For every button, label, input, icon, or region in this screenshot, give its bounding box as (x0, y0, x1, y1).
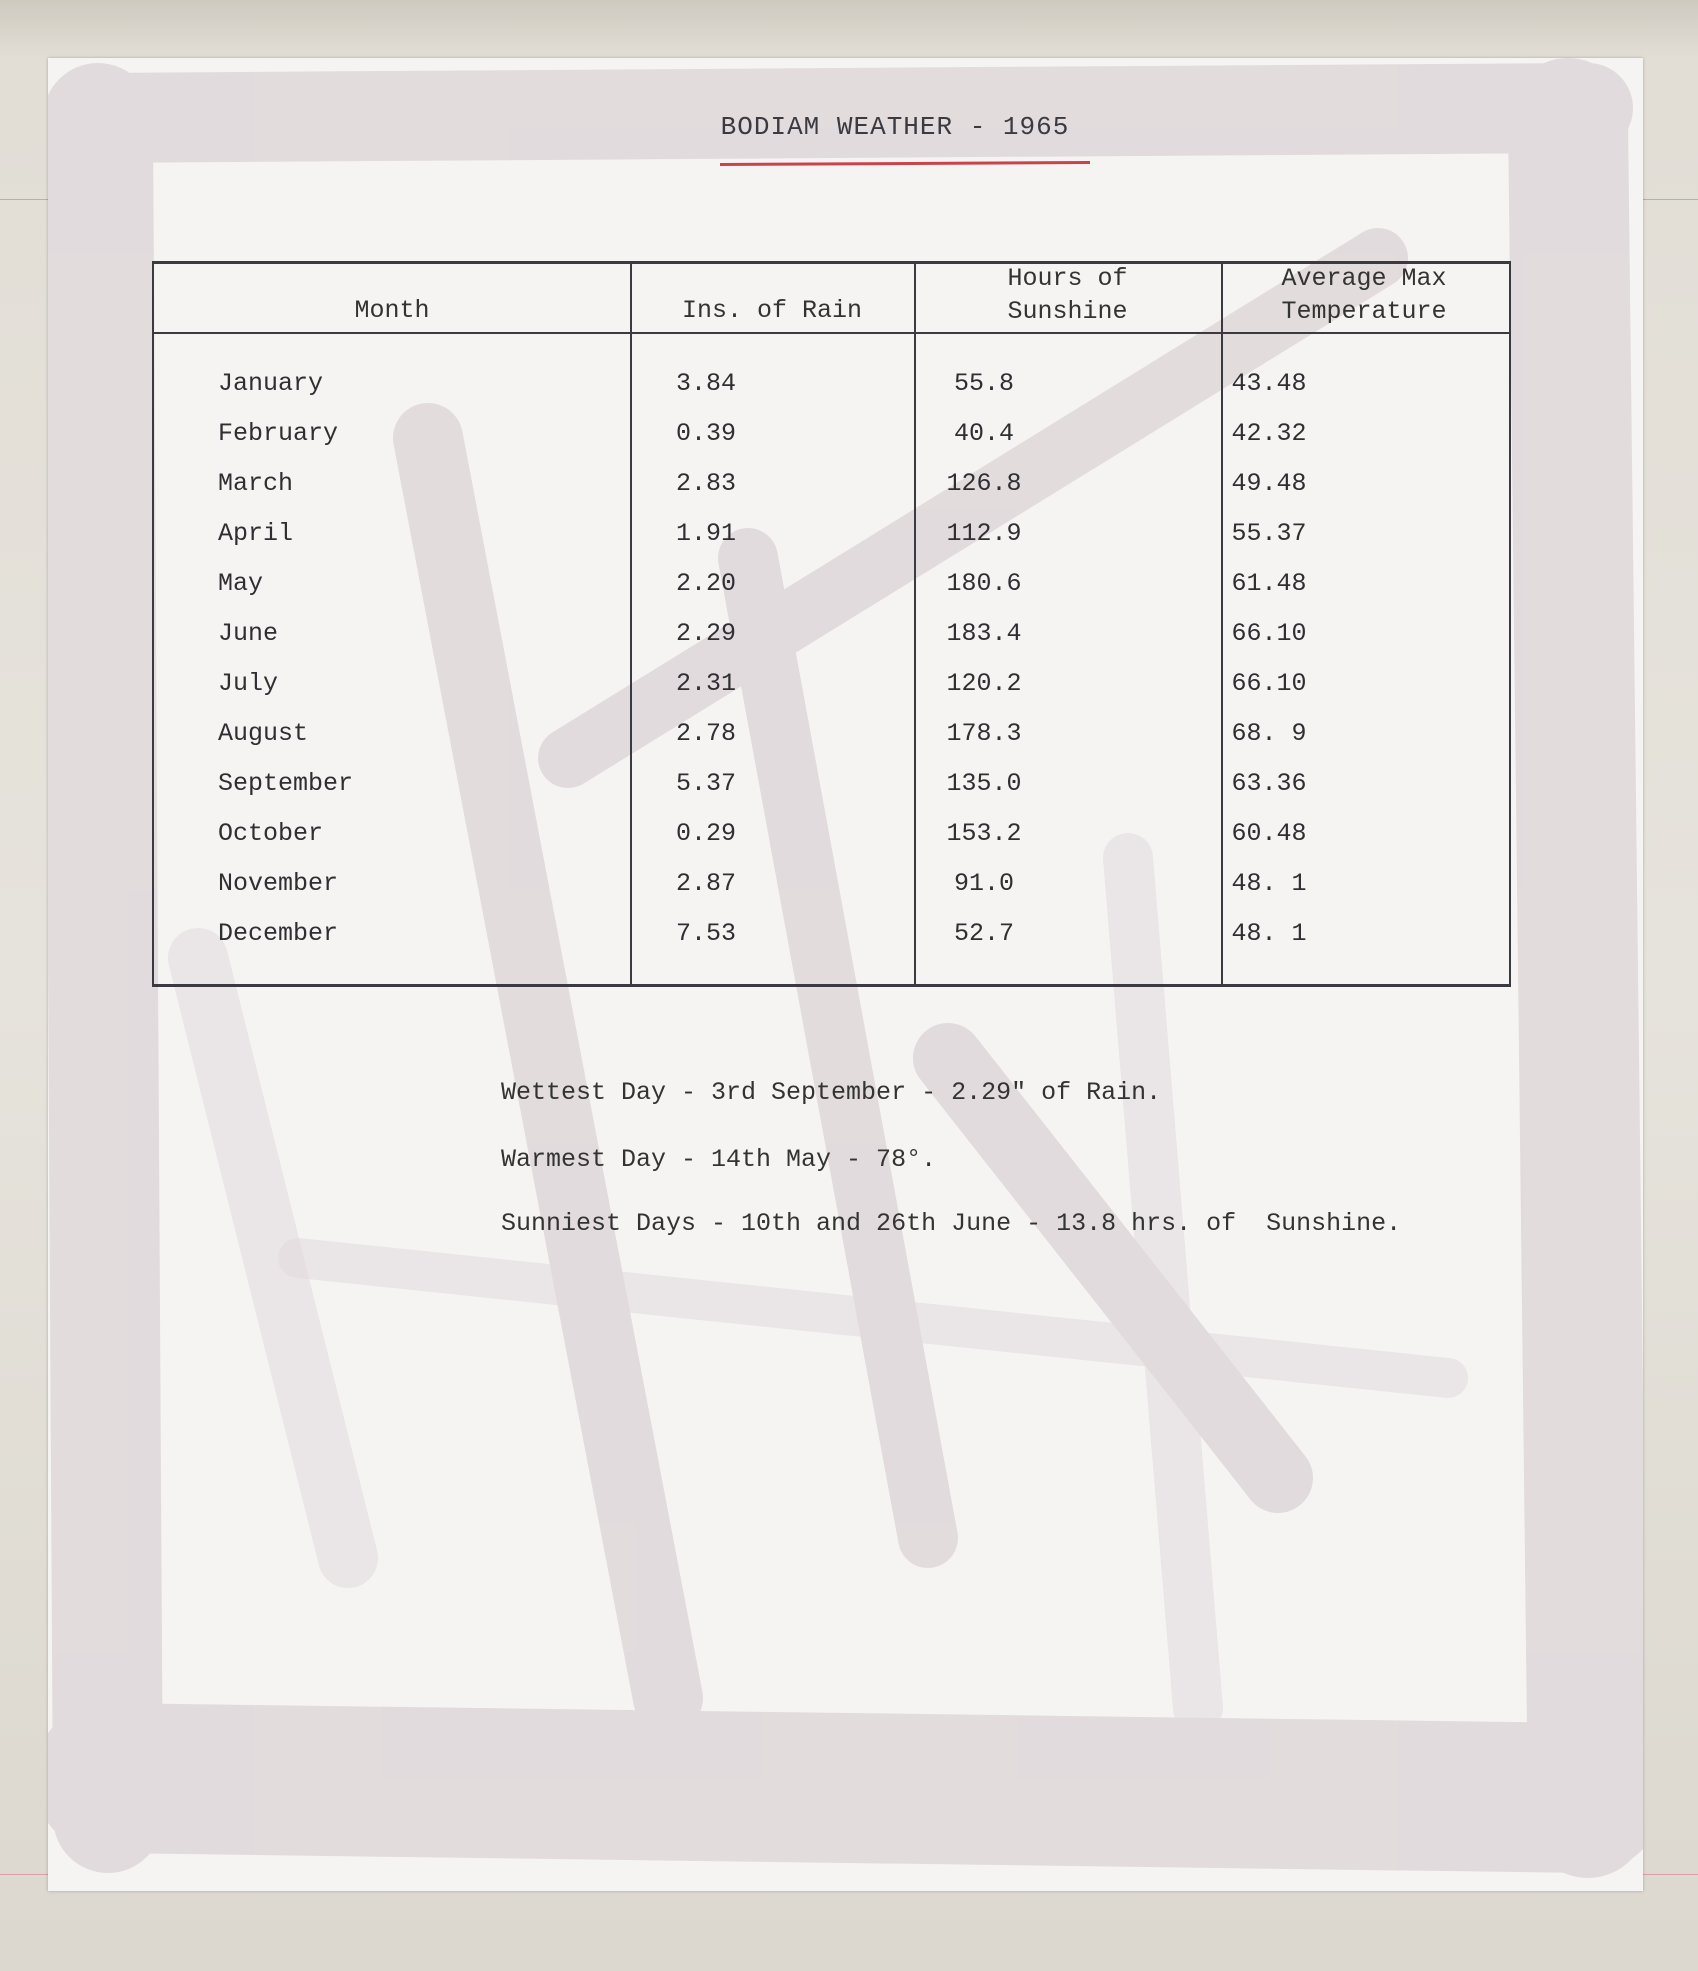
cell-month: June (218, 619, 279, 648)
note-sunniest-days: Sunniest Days - 10th and 26th June - 13.8 hrs. of Sunshine. (501, 1209, 1402, 1238)
cell-sunshine: 180.6 (946, 569, 1022, 598)
cell-sunshine: 183.4 (946, 619, 1022, 648)
cell-rain: 1.91 (675, 519, 736, 548)
cell-sunshine: 112.9 (946, 519, 1022, 548)
table-row (154, 869, 1509, 919)
cell-month: August (218, 719, 309, 748)
weather-table (152, 261, 1511, 987)
cell-temperature: 49.48 (1231, 469, 1307, 498)
cell-rain: 2.31 (675, 669, 736, 698)
cell-temperature: 66.10 (1231, 619, 1307, 648)
note-wettest-day: Wettest Day - 3rd September - 2.29" of Rain. (501, 1078, 1162, 1107)
table-row (154, 919, 1509, 969)
header-month: Month (354, 296, 430, 325)
cell-rain: 7.53 (675, 919, 736, 948)
cell-rain: 2.78 (675, 719, 736, 748)
cell-temperature: 48. 1 (1231, 919, 1307, 948)
table-row (154, 719, 1509, 769)
cell-rain: 2.87 (675, 869, 736, 898)
cell-sunshine: 52.7 (953, 919, 1014, 948)
header-temperature (1221, 262, 1507, 328)
cell-month: October (218, 819, 324, 848)
cell-temperature: 55.37 (1231, 519, 1307, 548)
table-row (154, 519, 1509, 569)
cell-sunshine: 55.8 (953, 369, 1014, 398)
cell-temperature: 43.48 (1231, 369, 1307, 398)
cell-month: January (218, 369, 324, 398)
table-row (154, 419, 1509, 469)
header-rain: Ins. of Rain (681, 296, 863, 325)
cell-temperature: 66.10 (1231, 669, 1307, 698)
table-row (154, 619, 1509, 669)
cell-sunshine: 178.3 (946, 719, 1022, 748)
table-row (154, 819, 1509, 869)
paper-sheet (48, 58, 1643, 1891)
cell-temperature: 61.48 (1231, 569, 1307, 598)
header-sunshine-line1: Hours of (1007, 264, 1128, 293)
cell-rain: 0.29 (675, 819, 736, 848)
cell-month: September (218, 769, 354, 798)
cell-month: December (218, 919, 339, 948)
table-row (154, 569, 1509, 619)
cell-temperature: 48. 1 (1231, 869, 1307, 898)
note-warmest-day: Warmest Day - 14th May - 78°. (501, 1145, 937, 1174)
cell-month: November (218, 869, 339, 898)
cell-temperature: 63.36 (1231, 769, 1307, 798)
table-row (154, 669, 1509, 719)
header-sunshine-line2: Sunshine (1007, 297, 1128, 326)
cell-rain: 2.20 (675, 569, 736, 598)
header-divider (154, 332, 1509, 334)
cell-month: April (218, 519, 294, 548)
cell-rain: 0.39 (675, 419, 736, 448)
cell-month: March (218, 469, 294, 498)
table-row (154, 469, 1509, 519)
cell-sunshine: 153.2 (946, 819, 1022, 848)
table-row (154, 369, 1509, 419)
header-temperature-line1: Average Max (1281, 264, 1447, 293)
cell-rain: 3.84 (675, 369, 736, 398)
cell-rain: 2.83 (675, 469, 736, 498)
cell-sunshine: 126.8 (946, 469, 1022, 498)
cell-sunshine: 120.2 (946, 669, 1022, 698)
table-row (154, 769, 1509, 819)
page-title: BODIAM WEATHER - 1965 (720, 112, 1070, 142)
header-temperature-line2: Temperature (1281, 297, 1447, 326)
cell-sunshine: 91.0 (953, 869, 1014, 898)
cell-rain: 2.29 (675, 619, 736, 648)
cell-month: July (218, 669, 279, 698)
header-sunshine (914, 262, 1221, 328)
cell-temperature: 68. 9 (1231, 719, 1307, 748)
cell-sunshine: 135.0 (946, 769, 1022, 798)
cell-temperature: 60.48 (1231, 819, 1307, 848)
cell-rain: 5.37 (675, 769, 736, 798)
cell-temperature: 42.32 (1231, 419, 1307, 448)
cell-month: May (218, 569, 264, 598)
cell-month: February (218, 419, 339, 448)
cell-sunshine: 40.4 (953, 419, 1014, 448)
